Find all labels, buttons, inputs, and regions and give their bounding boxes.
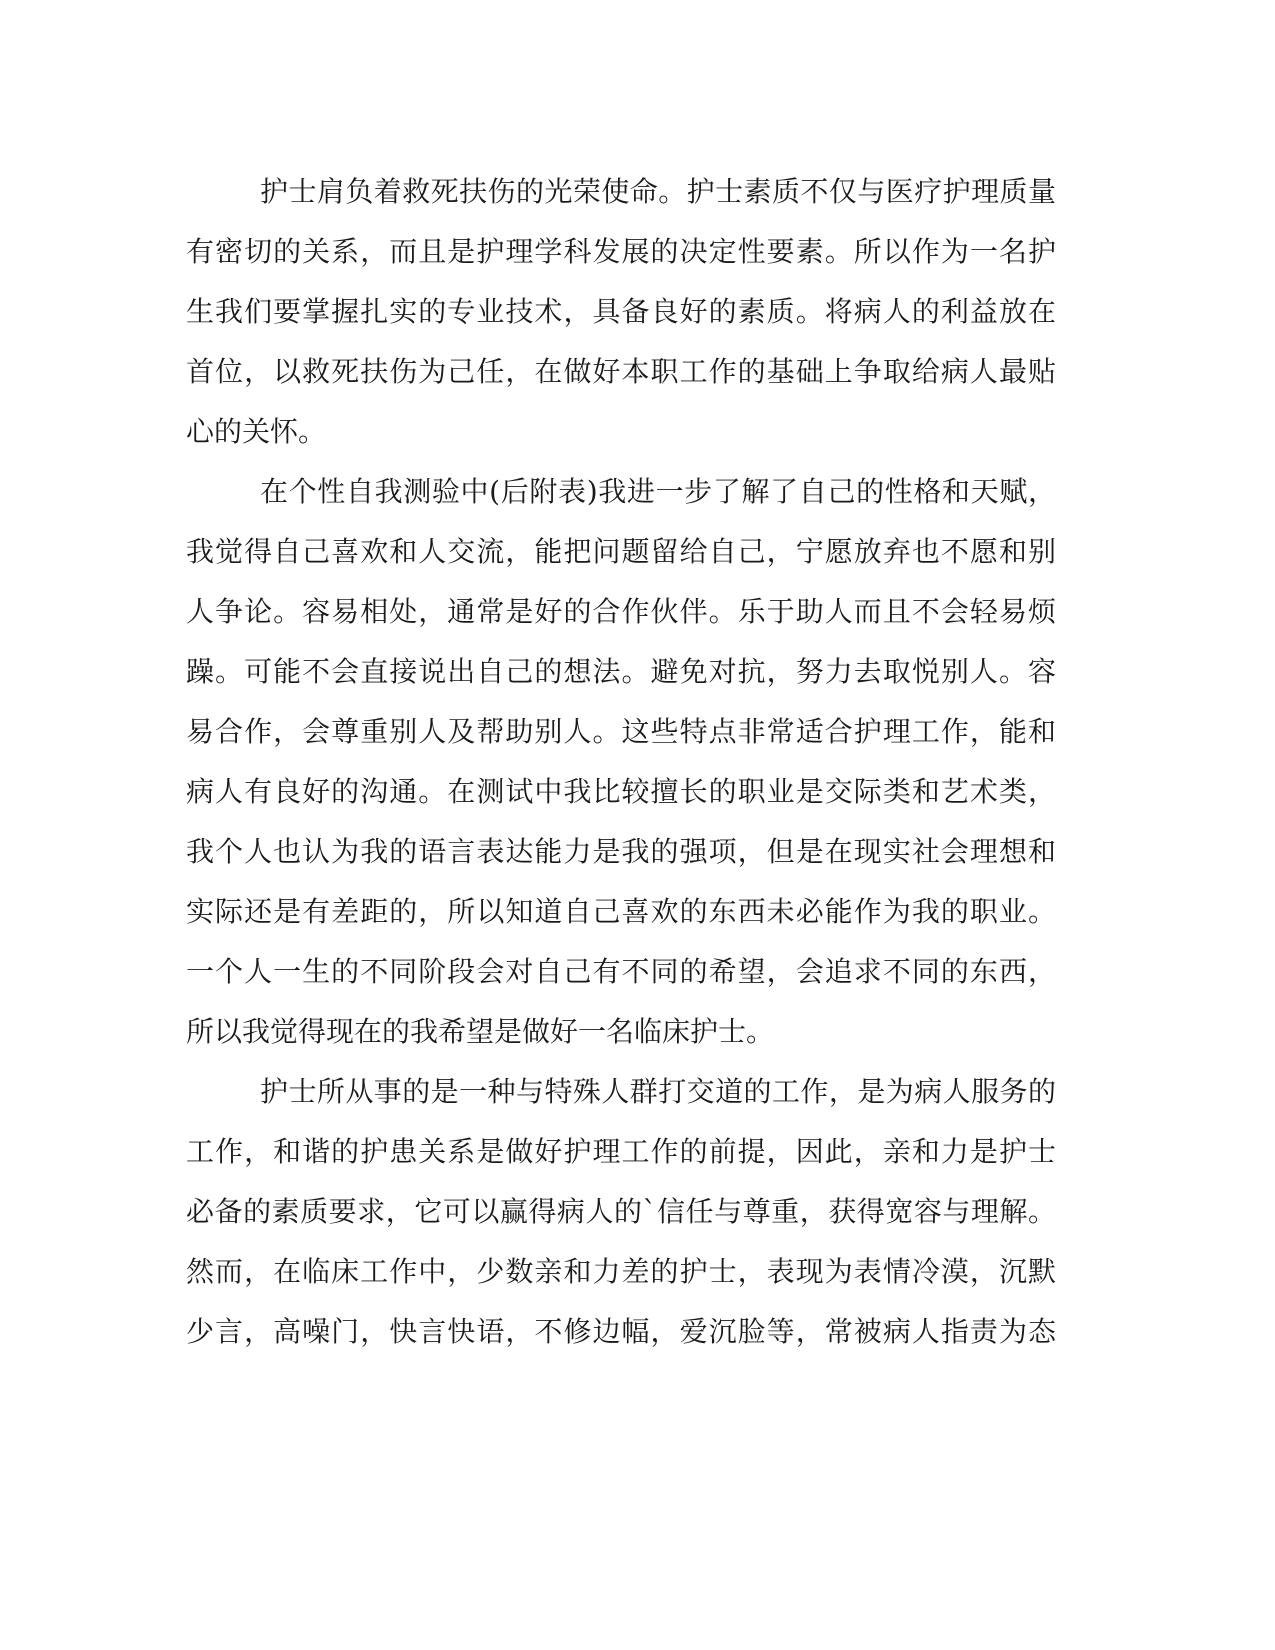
- paragraph-2-line-7: 我个人也认为我的语言表达能力是我的强项，但是在现实社会理想和: [186, 835, 1056, 868]
- paragraph-2-line-6: 病人有良好的沟通。在测试中我比较擅长的职业是交际类和艺术类，: [186, 775, 1056, 808]
- paragraph-2-line-8: 实际还是有差距的，所以知道自己喜欢的东西未必能作为我的职业。: [186, 895, 1056, 928]
- paragraph-1-line-3: 生我们要掌握扎实的专业技术，具备良好的素质。将病人的利益放在: [186, 295, 1056, 328]
- paragraph-1-line-2: 有密切的关系，而且是护理学科发展的决定性要素。所以作为一名护: [186, 235, 1056, 268]
- paragraph-2-line-10: 所以我觉得现在的我希望是做好一名临床护士。: [186, 1015, 775, 1048]
- paragraph-2-line-9: 一个人一生的不同阶段会对自己有不同的希望，会追求不同的东西，: [186, 955, 1056, 988]
- paragraph-1-line-5: 心的关怀。: [186, 415, 327, 448]
- paragraph-3-line-3: 必备的素质要求，它可以赢得病人的`信任与尊重，获得宽容与理解。: [186, 1195, 1056, 1228]
- paragraph-3-line-4: 然而，在临床工作中，少数亲和力差的护士，表现为表情冷漠，沉默: [186, 1255, 1056, 1288]
- paragraph-2-line-5: 易合作，会尊重别人及帮助别人。这些特点非常适合护理工作，能和: [186, 715, 1056, 748]
- paragraph-3-line-2: 工作，和谐的护患关系是做好护理工作的前提，因此，亲和力是护士: [186, 1135, 1056, 1168]
- paragraph-3-line-1: 护士所从事的是一种与特殊人群打交道的工作，是为病人服务的: [260, 1075, 1056, 1108]
- paragraph-3-line-5: 少言，高噪门，快言快语，不修边幅，爱沉脸等，常被病人指责为态: [186, 1315, 1056, 1348]
- paragraph-2-line-1: 在个性自我测验中(后附表)我进一步了解了自己的性格和天赋，: [260, 475, 1056, 508]
- body-text: [186, 162, 1056, 1362]
- paragraph-1-line-1: 护士肩负着救死扶伤的光荣使命。护士素质不仅与医疗护理质量: [260, 175, 1056, 208]
- paragraph-2-line-4: 躁。可能不会直接说出自己的想法。避免对抗，努力去取悦别人。容: [186, 655, 1056, 688]
- paragraph-2-line-2: 我觉得自己喜欢和人交流，能把问题留给自己，宁愿放弃也不愿和别: [186, 535, 1056, 568]
- paragraph-2-line-3: 人争论。容易相处，通常是好的合作伙伴。乐于助人而且不会轻易烦: [186, 595, 1056, 628]
- paragraph-1-line-4: 首位，以救死扶伤为己任，在做好本职工作的基础上争取给病人最贴: [186, 355, 1056, 388]
